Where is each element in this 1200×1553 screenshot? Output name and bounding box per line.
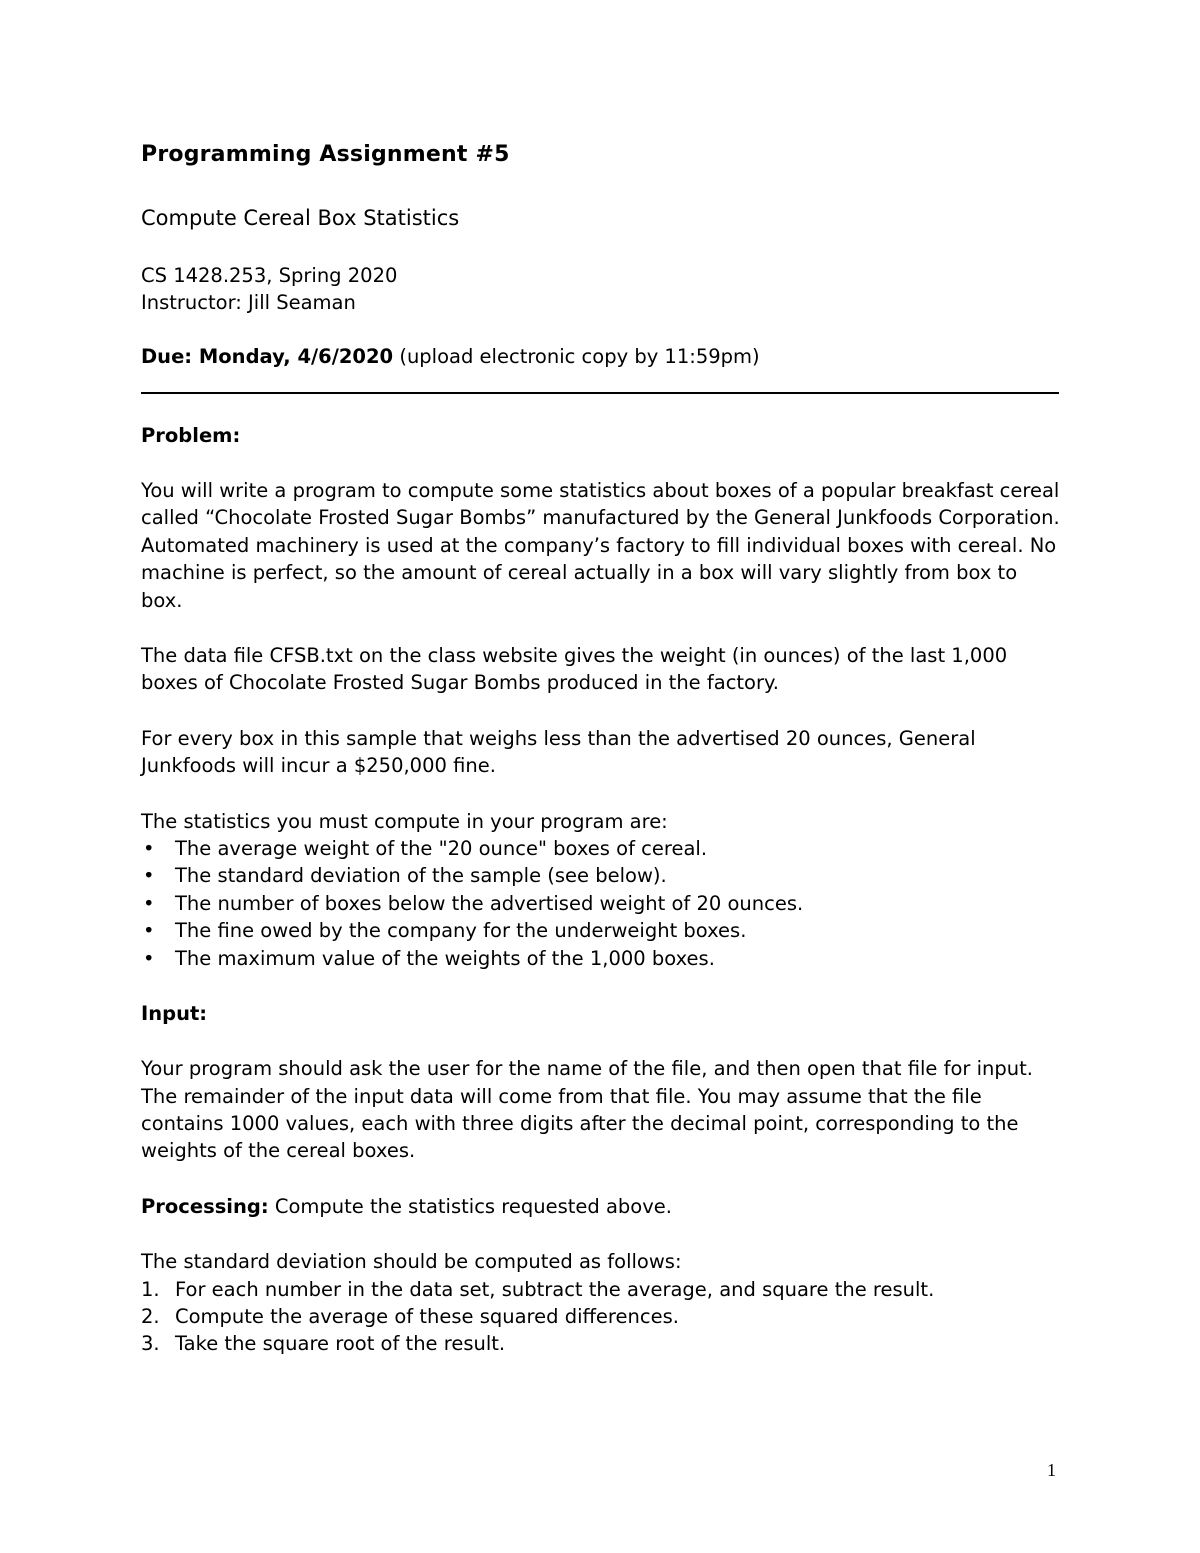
- step-text: For each number in the data set, subtract the average, and square the result.: [175, 1277, 935, 1301]
- bullet-icon: •: [143, 864, 155, 888]
- course-info: [141, 262, 1061, 316]
- processing-text: Compute the statistics requested above.: [268, 1194, 672, 1218]
- bullet-icon: •: [143, 891, 155, 915]
- list-item: • The maximum value of the weights of the 1,000 boxes.: [141, 945, 1061, 972]
- list-item: • The fine owed by the company for the underweight boxes.: [141, 917, 1061, 944]
- page-number: 1: [1047, 1460, 1056, 1480]
- input-heading: Input:: [141, 1002, 208, 1026]
- header-divider: [141, 392, 1059, 394]
- list-item: [141, 1330, 1061, 1357]
- document-title: Programming Assignment #5: [141, 142, 510, 167]
- stats-intro: The statistics you must compute in your program are:: [141, 809, 668, 833]
- stddev-intro: The standard deviation should be computed as follows:: [141, 1250, 682, 1274]
- instructor-line: Instructor: Jill Seaman: [141, 291, 356, 314]
- step-number: 3.: [141, 1332, 160, 1356]
- stddev-steps-list: [141, 1276, 1061, 1358]
- step-number: 2.: [141, 1304, 160, 1328]
- problem-heading: Problem:: [141, 424, 241, 447]
- due-date-line: [141, 343, 1061, 370]
- list-item: • The number of boxes below the advertised weight of 20 ounces.: [141, 890, 1061, 917]
- problem-paragraph-1: You will write a program to compute some statistics about boxes of a popular breakfast cereal called “Chocolate Frosted Sugar Bombs” manufactured by the General Junkfoods Corporation. Automated machinery is used at the company’s factory to fill individual boxes with cereal. No machine is perfect, so the amount of cereal actually in a box will vary slightly from box to box.: [141, 479, 1060, 612]
- bullet-icon: •: [143, 837, 155, 861]
- problem-paragraph-3: For every box in this sample that weighs less than the advertised 20 ounces, General Junkfoods will incur a $250,000 fine.: [141, 726, 976, 778]
- list-item: • The average weight of the "20 ounce" boxes of cereal.: [141, 835, 1061, 862]
- bullet-icon: •: [143, 946, 155, 970]
- processing-line: [141, 1193, 1061, 1220]
- processing-heading: Processing:: [141, 1194, 269, 1218]
- list-item: [141, 1276, 1061, 1303]
- document-body: [141, 140, 1061, 1358]
- bullet-icon: •: [143, 919, 155, 943]
- document-subtitle: Compute Cereal Box Statistics: [141, 206, 460, 230]
- course-line: CS 1428.253, Spring 2020: [141, 264, 398, 287]
- step-number: 1.: [141, 1277, 160, 1301]
- list-item: [141, 1303, 1061, 1330]
- stats-list: [141, 835, 1061, 972]
- due-date-label: Due: Monday, 4/6/2020: [141, 345, 394, 368]
- problem-paragraph-2: The data file CFSB.txt on the class website gives the weight (in ounces) of the last 1,000 boxes of Chocolate Frosted Sugar Bombs produced in the factory.: [141, 644, 1008, 695]
- step-text: Compute the average of these squared differences.: [175, 1304, 679, 1328]
- list-item: • The standard deviation of the sample (see below).: [141, 862, 1061, 889]
- step-text: Take the square root of the result.: [175, 1332, 506, 1356]
- due-date-note: (upload electronic copy by 11:59pm): [393, 345, 760, 368]
- input-paragraph: Your program should ask the user for the name of the file, and then open that file for input. The remainder of the input data will come from that file. You may assume that the file contains 1000 values, each with three digits after the decimal point, corresponding to the weights of the cereal boxes.: [141, 1057, 1033, 1163]
